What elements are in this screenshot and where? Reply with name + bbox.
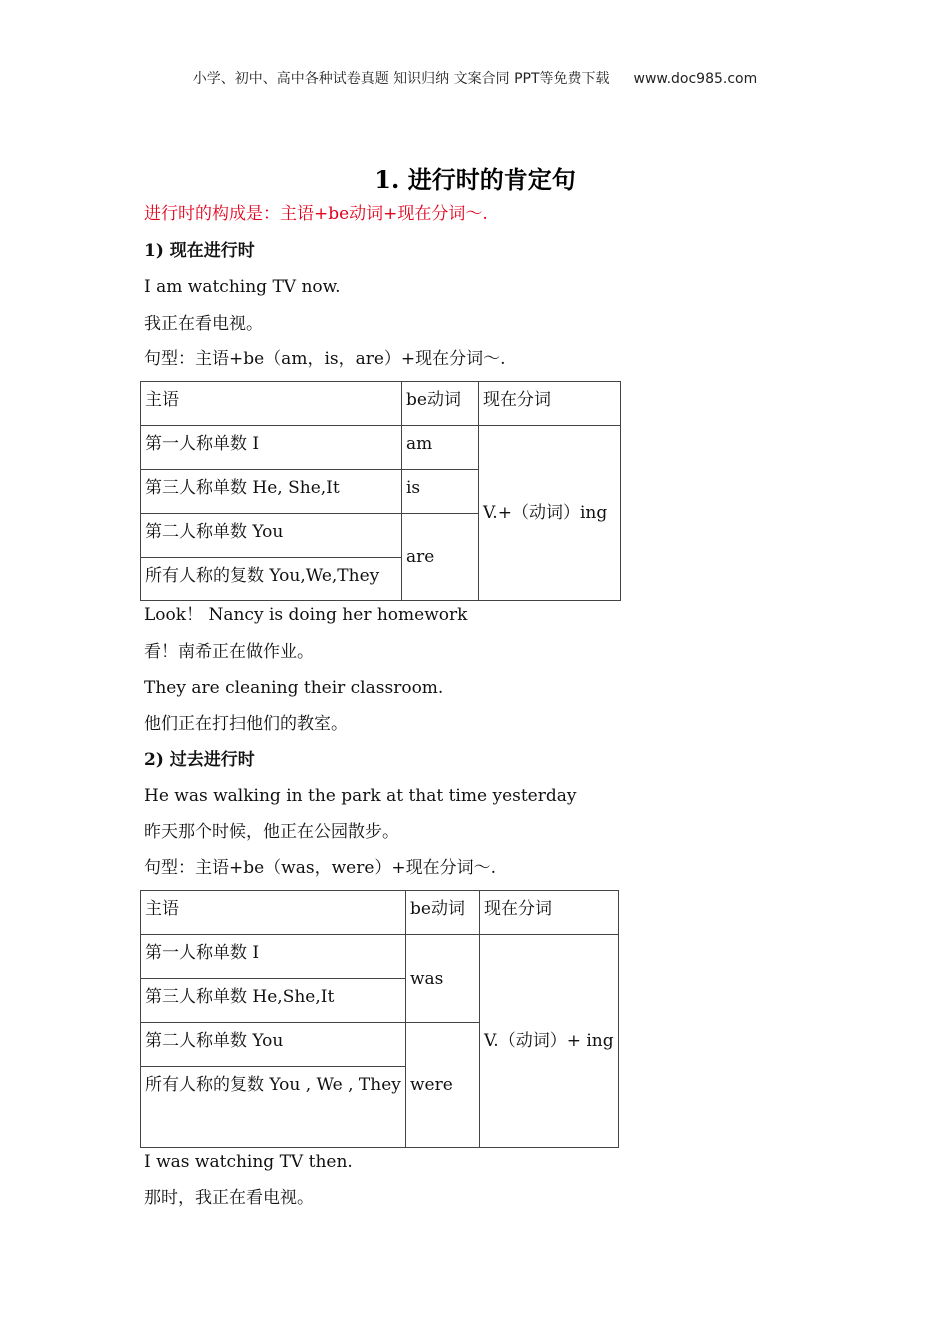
past-example2-zh: 那时，我正在看电视。 bbox=[144, 1188, 314, 1208]
row-subject: 第一人称单数 I bbox=[141, 935, 406, 979]
row-subject: 所有人称的复数 You , We , They bbox=[141, 1067, 406, 1148]
participle-cell: V.（动词）+ ing bbox=[480, 935, 619, 1148]
header-be: be动词 bbox=[402, 382, 479, 426]
table-row bbox=[141, 426, 621, 470]
page-header bbox=[0, 68, 950, 88]
row-be-merged: are bbox=[402, 514, 479, 601]
row-subject: 第二人称单数 You bbox=[141, 1023, 406, 1067]
present-example-en: I am watching TV now. bbox=[144, 277, 341, 297]
past-example-en: He was walking in the park at that time yesterday bbox=[144, 786, 577, 806]
past-table bbox=[140, 890, 619, 1148]
present-example3-zh: 他们正在打扫他们的教室。 bbox=[144, 714, 348, 734]
present-example2-en: Look！ Nancy is doing her homework bbox=[144, 605, 468, 625]
header-be: be动词 bbox=[406, 891, 480, 935]
row-be: is bbox=[402, 470, 479, 514]
row-subject: 第三人称单数 He, She,It bbox=[141, 470, 402, 514]
present-table bbox=[140, 381, 621, 601]
table-header-row bbox=[141, 382, 621, 426]
past-heading: 2) 过去进行时 bbox=[144, 750, 255, 770]
row-subject: 第一人称单数 I bbox=[141, 426, 402, 470]
present-example2-zh: 看！南希正在做作业。 bbox=[144, 642, 314, 662]
past-example2-en: I was watching TV then. bbox=[144, 1152, 353, 1172]
present-pattern: 句型：主语+be（am，is，are）+现在分词～. bbox=[144, 349, 506, 369]
present-example-zh: 我正在看电视。 bbox=[144, 314, 263, 334]
row-be: am bbox=[402, 426, 479, 470]
participle-cell: V.+（动词）ing bbox=[479, 426, 621, 601]
row-subject: 所有人称的复数 You,We,They bbox=[141, 558, 402, 601]
past-example-zh: 昨天那个时候，他正在公园散步。 bbox=[144, 822, 399, 842]
be-was-cell: was bbox=[406, 935, 480, 1023]
row-subject: 第二人称单数 You bbox=[141, 514, 402, 558]
row-subject: 第三人称单数 He,She,It bbox=[141, 979, 406, 1023]
header-subject: 主语 bbox=[141, 382, 402, 426]
table-header-row bbox=[141, 891, 619, 935]
header-participle: 现在分词 bbox=[479, 382, 621, 426]
present-heading: 1) 现在进行时 bbox=[144, 241, 255, 261]
page-title: 1. 进行时的肯定句 bbox=[374, 165, 576, 194]
present-example3-en: They are cleaning their classroom. bbox=[144, 678, 444, 698]
intro-text: 进行时的构成是：主语+be动词+现在分词～. bbox=[144, 204, 488, 224]
be-were-cell: were bbox=[406, 1023, 480, 1148]
header-url[interactable]: www.doc985.com bbox=[633, 71, 758, 87]
header-text: 小学、初中、高中各种试卷真题 知识归纳 文案合同 PPT等免费下载 bbox=[192, 71, 610, 87]
header-subject: 主语 bbox=[141, 891, 406, 935]
table-row bbox=[141, 935, 619, 979]
past-pattern: 句型：主语+be（was，were）+现在分词～. bbox=[144, 858, 497, 878]
header-participle: 现在分词 bbox=[480, 891, 619, 935]
